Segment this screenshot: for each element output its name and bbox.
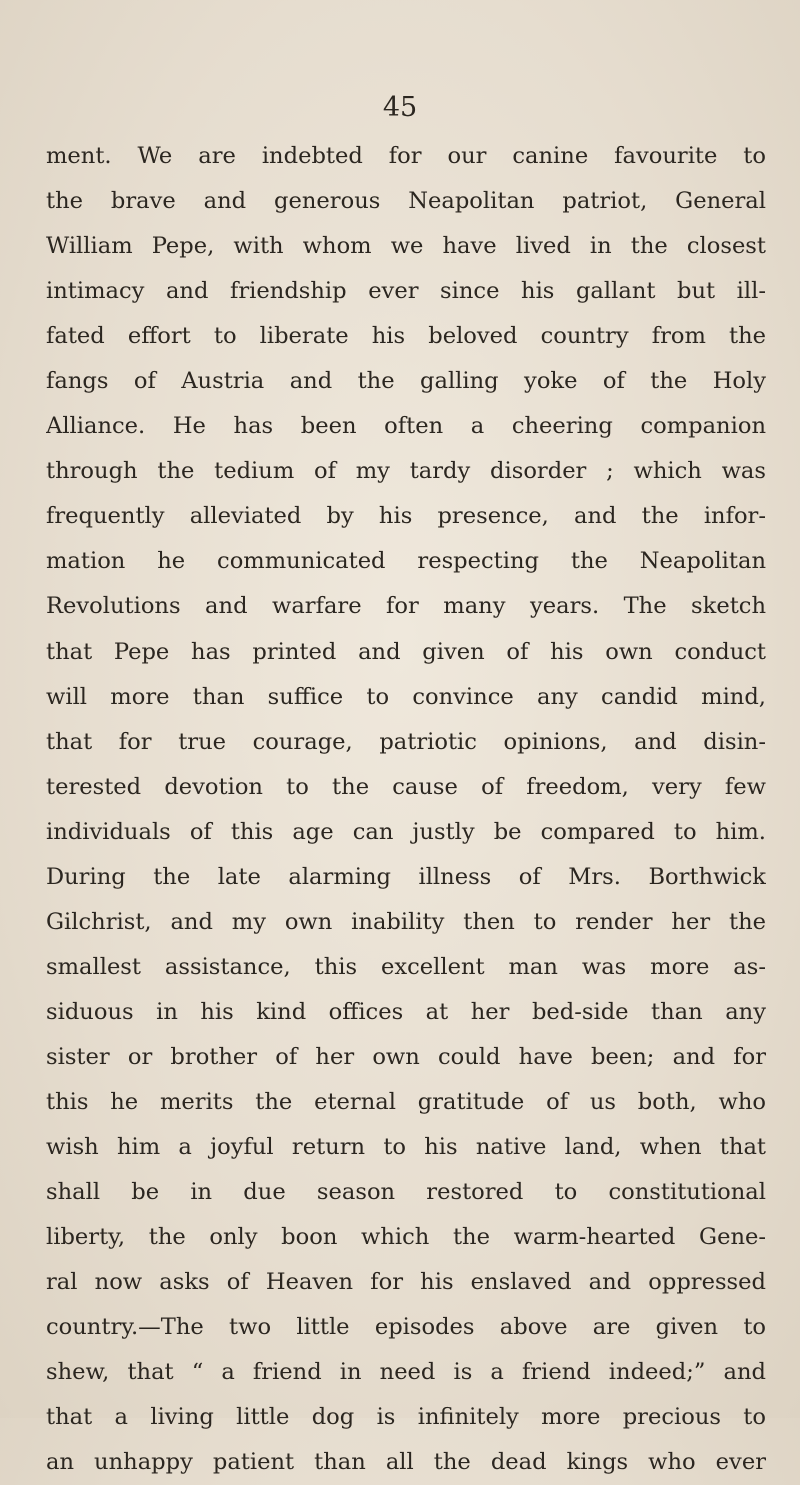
text-line: ral now asks of Heaven for his enslaved and oppressed [46, 1269, 766, 1296]
text-line: smallest assistance, this excellent man was more as- [46, 953, 766, 980]
text-line: shall be in due season restored to constitutional [46, 1179, 766, 1206]
text-line: liberty, the only boon which the warm-hearted Gene- [46, 1224, 766, 1251]
text-line: through the tedium of my tardy disorder ; which was [46, 458, 766, 485]
text-line: wish him a joyful return to his native land, when that [46, 1134, 766, 1161]
text-line: individuals of this age can justly be compared to him. [46, 818, 766, 845]
body-text [46, 134, 766, 1485]
text-line: mation he communicated respecting the Neapolitan [46, 548, 766, 575]
text-line: terested devotion to the cause of freedom, very few [46, 773, 766, 800]
text-line: William Pepe, with whom we have lived in the closest [46, 233, 766, 260]
text-line: will more than suffice to convince any candid mind, [46, 683, 766, 710]
text-line: Alliance. He has been often a cheering companion [46, 413, 766, 440]
text-line: frequently alleviated by his presence, and the infor- [46, 503, 766, 530]
text-line: intimacy and friendship ever since his gallant but ill- [46, 278, 766, 305]
text-line: Gilchrist, and my own inability then to render her the [46, 908, 766, 935]
text-line: an unhappy patient than all the dead kings who ever [46, 1449, 766, 1476]
text-line: that a living little dog is infinitely more precious to [46, 1404, 766, 1431]
text-line: that for true courage, patriotic opinions, and disin- [46, 728, 766, 755]
text-line: the brave and generous Neapolitan patriot, General [46, 188, 766, 215]
text-line: fangs of Austria and the galling yoke of the Holy [46, 368, 766, 395]
text-line: country.—The two little episodes above are given to [46, 1314, 766, 1341]
text-line: fated effort to liberate his beloved country from the [46, 323, 766, 350]
text-line: siduous in his kind offices at her bed-side than any [46, 998, 766, 1025]
text-line: During the late alarming illness of Mrs. Borthwick [46, 863, 766, 890]
page-number: 45 [382, 92, 418, 123]
text-line: that Pepe has printed and given of his own conduct [46, 638, 766, 665]
text-line: Revolutions and warfare for many years. The sketch [46, 593, 766, 620]
text-line: sister or brother of her own could have been; and for [46, 1043, 766, 1070]
text-line: ment. We are indebted for our canine favourite to [46, 143, 766, 169]
text-line: this he merits the eternal gratitude of us both, who [46, 1088, 766, 1115]
text-line: shew, that “ a friend in need is a friend indeed;” and [46, 1359, 766, 1386]
